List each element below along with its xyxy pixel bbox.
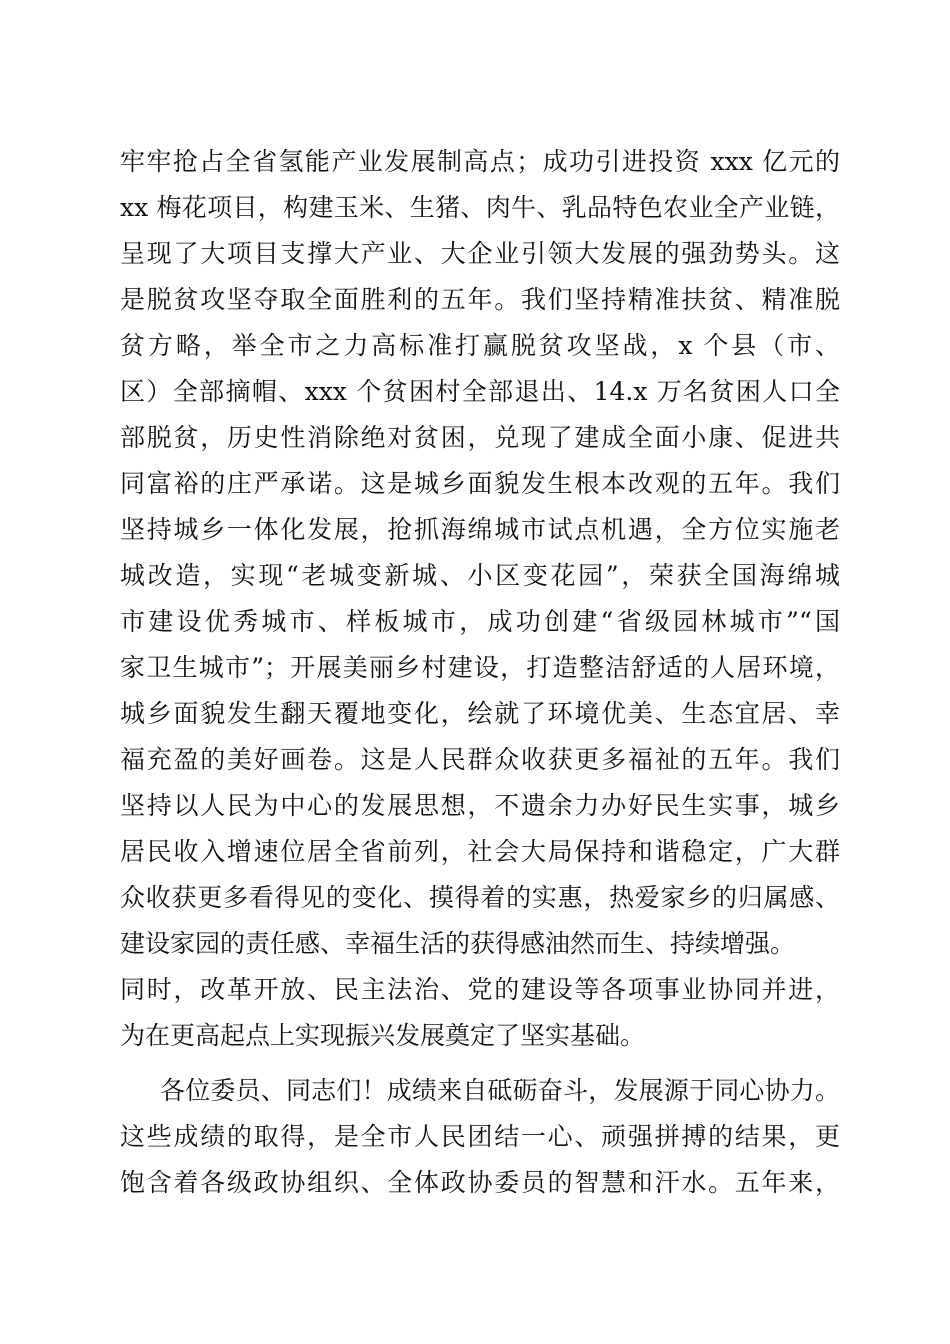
text-line: 建设家园的责任感、幸福生活的获得感油然而生、持续增强。 [120,929,796,958]
text-line: 贫方略，举全市之力高标准打赢脱贫攻坚战，x 个县（市、 [120,331,840,360]
text-line: 同时，改革开放、民主法治、党的建设等各项事业协同并进， [120,975,840,1004]
text-line: 众收获更多看得见的变化、摸得着的实惠，热爱家乡的归属感、 [120,883,840,912]
text-line: 饱含着各级政协组织、全体政协委员的智慧和汗水。五年来， [120,1168,840,1197]
text-line: 这些成绩的取得，是全市人民团结一心、顽强拼搏的结果，更 [120,1122,840,1151]
text-line: 家卫生城市”；开展美丽乡村建设，打造整洁舒适的人居环境， [120,653,840,682]
text-line: 各位委员、同志们！成绩来自砥砺奋斗，发展源于同心协力。 [160,1076,840,1105]
text-line: 区）全部摘帽、xxx 个贫困村全部退出、14.x 万名贫困人口全 [120,377,840,406]
text-line: 城改造，实现“老城变新城、小区变花园”，荣获全国海绵城 [120,561,840,590]
text-line: 福充盈的美好画卷。这是人民群众收获更多福祉的五年。我们 [120,745,840,774]
text-line: 是脱贫攻坚夺取全面胜利的五年。我们坚持精准扶贫、精准脱 [120,285,840,314]
text-line: 居民收入增速位居全省前列，社会大局保持和谐稳定，广大群 [120,837,840,866]
text-line: 坚持城乡一体化发展，抢抓海绵城市试点机遇，全方位实施老 [120,515,840,544]
text-line: 市建设优秀城市、样板城市，成功创建“省级园林城市”“国 [120,607,840,636]
text-line: 坚持以人民为中心的发展思想，不遗余力办好民生实事，城乡 [120,791,840,820]
text-line: 部脱贫，历史性消除绝对贫困，兑现了建成全面小康、促进共 [120,423,840,452]
text-line: 为在更高起点上实现振兴发展奠定了坚实基础。 [120,1021,646,1050]
text-line: 同富裕的庄严承诺。这是城乡面貌发生根本改观的五年。我们 [120,469,840,498]
text-line: xx 梅花项目，构建玉米、生猪、肉牛、乳品特色农业全产业链， [120,193,840,222]
text-line: 呈现了大项目支撑大产业、大企业引领大发展的强劲势头。这 [120,239,840,268]
text-line: 牢牢抢占全省氢能产业发展制高点；成功引进投资 xxx 亿元的 [120,147,840,176]
text-line: 城乡面貌发生翻天覆地变化，绘就了环境优美、生态宜居、幸 [120,699,840,728]
